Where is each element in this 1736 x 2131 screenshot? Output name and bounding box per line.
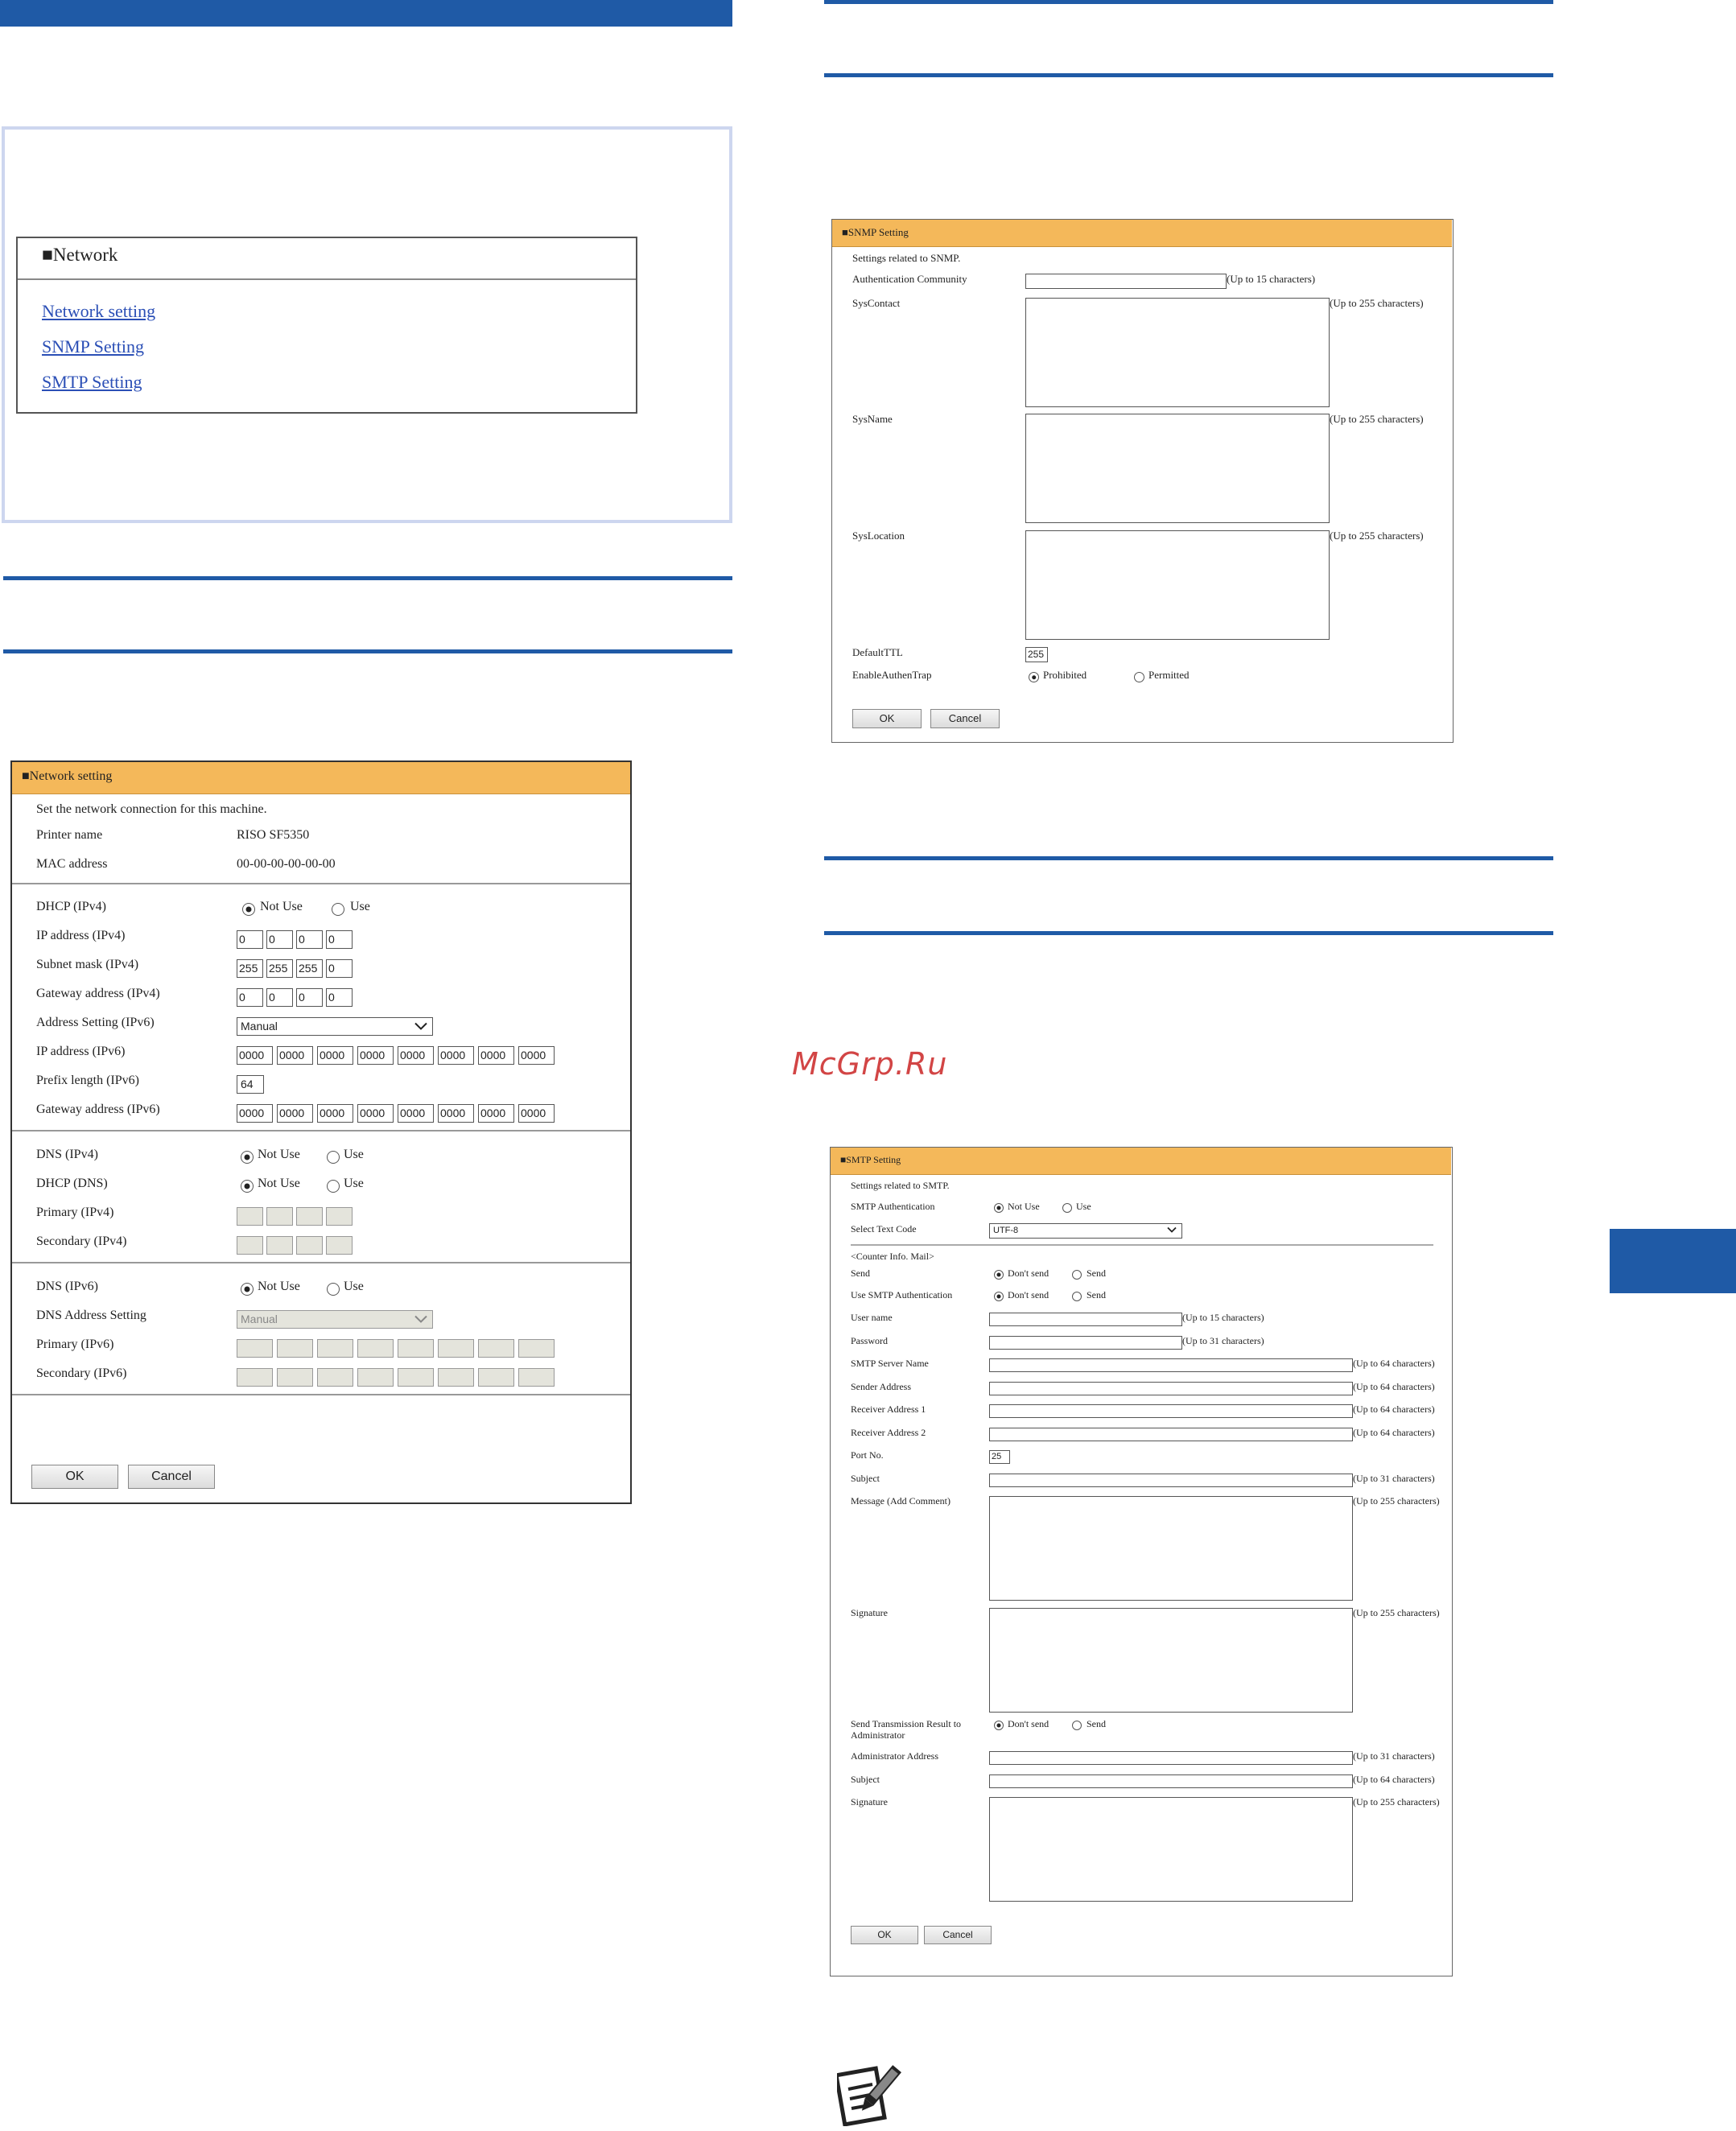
prohibited-radio[interactable]: [1029, 672, 1039, 682]
dhcp-dns-use-label: Use: [344, 1177, 364, 1190]
address-segment-input[interactable]: [398, 1368, 434, 1387]
address-segment-input[interactable]: 0000: [357, 1104, 394, 1123]
dhcp-ipv4-notuse-label: Not Use: [260, 900, 303, 913]
address-segment-input[interactable]: 0: [237, 930, 263, 949]
cancel-button[interactable]: Cancel: [924, 1926, 992, 1944]
address-segment-input[interactable]: [317, 1339, 353, 1358]
dns-ipv6-use-label: Use: [344, 1280, 364, 1293]
panel-title: ■SMTP Setting: [840, 1154, 901, 1165]
dns-ipv4-notuse-label: Not Use: [258, 1148, 300, 1161]
subject-label: Subject: [851, 1473, 880, 1484]
section-rule: [824, 73, 1553, 77]
dns-ipv6-notuse-label: Not Use: [258, 1280, 300, 1293]
signature2-textarea[interactable]: [989, 1797, 1353, 1902]
chevron-down-icon: [414, 1018, 427, 1035]
sender-hint: (Up to 64 characters): [1353, 1381, 1435, 1392]
permitted-label: Permitted: [1148, 669, 1190, 681]
address-segment-input[interactable]: 0: [326, 930, 353, 949]
section-rule: [3, 649, 732, 653]
dns-ipv4-label: DNS (IPv4): [36, 1148, 98, 1161]
sysname-hint: (Up to 255 characters): [1330, 413, 1424, 425]
address-segment-input[interactable]: 0000: [277, 1104, 313, 1123]
dns-ipv6-label: DNS (IPv6): [36, 1280, 98, 1293]
send-send-label: Send: [1087, 1267, 1106, 1279]
prefix-input[interactable]: 64: [237, 1075, 264, 1094]
use-smtp-auth-send-label: Send: [1087, 1289, 1106, 1300]
admin-address-hint: (Up to 31 characters): [1353, 1750, 1435, 1762]
signature-hint: (Up to 255 characters): [1353, 1607, 1440, 1618]
address-segment-input[interactable]: [326, 1236, 353, 1255]
auth-community-label: Authentication Community: [852, 273, 967, 285]
port-input[interactable]: 25: [989, 1450, 1010, 1464]
send-result-send-label: Send: [1087, 1718, 1106, 1729]
intro-text: Settings related to SMTP.: [851, 1180, 950, 1191]
section-rule: [3, 576, 732, 580]
use-smtp-auth-dontsend-label: Don't send: [1008, 1289, 1049, 1300]
addr-setting-ipv6-select[interactable]: [237, 1017, 433, 1036]
section-rule: [824, 931, 1553, 935]
dhcp-ipv4-use-radio[interactable]: [332, 903, 344, 916]
address-segment-input[interactable]: [357, 1368, 394, 1387]
dhcp-dns-use-radio[interactable]: [327, 1180, 340, 1193]
subject-input[interactable]: [989, 1474, 1353, 1487]
address-segment-input[interactable]: 0: [266, 988, 293, 1007]
subject-hint: (Up to 31 characters): [1353, 1473, 1435, 1484]
panel-header: [832, 220, 1452, 247]
section-rule: [824, 856, 1553, 860]
address-segment-input[interactable]: [277, 1339, 313, 1358]
printer-name-value: RISO SF5350: [237, 828, 310, 842]
address-segment-input[interactable]: 0: [296, 930, 323, 949]
gateway-ipv4-label: Gateway address (IPv4): [36, 987, 160, 1000]
divider: [12, 1130, 630, 1131]
address-segment-input[interactable]: [237, 1236, 263, 1255]
ok-button[interactable]: OK: [852, 709, 922, 728]
receiver2-input[interactable]: [989, 1428, 1353, 1441]
network-menu-title: ■Network: [42, 245, 118, 265]
send-dontsend-label: Don't send: [1008, 1267, 1049, 1279]
syscontact-label: SysContact: [852, 297, 901, 309]
password-hint: (Up to 31 characters): [1182, 1335, 1264, 1346]
dns-ipv6-use-radio[interactable]: [327, 1283, 340, 1296]
dns-ipv6-notuse-radio[interactable]: [241, 1283, 254, 1296]
ok-button[interactable]: OK: [31, 1465, 118, 1489]
receiver2-hint: (Up to 64 characters): [1353, 1427, 1435, 1438]
panel-title: ■SNMP Setting: [842, 226, 909, 238]
smtp-auth-use-label: Use: [1076, 1201, 1091, 1212]
divider: [12, 1394, 630, 1395]
panel-title: ■Network setting: [22, 769, 113, 783]
address-segment-input[interactable]: [237, 1368, 273, 1387]
address-segment-input[interactable]: [266, 1207, 293, 1226]
server-name-input[interactable]: [989, 1358, 1353, 1372]
subject2-hint: (Up to 64 characters): [1353, 1774, 1435, 1785]
admin-address-label: Administrator Address: [851, 1750, 938, 1762]
receiver1-input[interactable]: [989, 1404, 1353, 1418]
subject2-input[interactable]: [989, 1774, 1353, 1788]
address-segment-input[interactable]: [438, 1368, 474, 1387]
address-segment-input[interactable]: [266, 1236, 293, 1255]
send-label: Send: [851, 1267, 870, 1279]
syslocation-label: SysLocation: [852, 530, 905, 542]
dns-ipv4-notuse-radio[interactable]: [241, 1151, 254, 1164]
use-smtp-auth-dontsend-radio[interactable]: [994, 1292, 1004, 1301]
receiver1-label: Receiver Address 1: [851, 1403, 926, 1415]
sender-input[interactable]: [989, 1382, 1353, 1395]
signature2-label: Signature: [851, 1796, 888, 1807]
divider: [851, 1244, 1433, 1246]
send-result-dontsend-label: Don't send: [1008, 1718, 1049, 1729]
signature-label: Signature: [851, 1607, 888, 1618]
address-segment-input[interactable]: 0000: [478, 1046, 514, 1065]
mac-label: MAC address: [36, 857, 108, 871]
panel-header: [831, 1148, 1451, 1175]
dhcp-dns-notuse-radio[interactable]: [241, 1180, 254, 1193]
panel-header: [12, 762, 630, 794]
watermark: McGrp.Ru: [792, 1046, 948, 1082]
address-segment-input[interactable]: 0000: [398, 1104, 434, 1123]
address-segment-input[interactable]: [296, 1207, 323, 1226]
sysname-label: SysName: [852, 413, 893, 425]
enableauthentrap-label: EnableAuthenTrap: [852, 669, 932, 681]
dns-ipv4-use-radio[interactable]: [327, 1151, 340, 1164]
snmp-panel: [831, 219, 1454, 743]
address-segment-input[interactable]: 0: [296, 988, 323, 1007]
message-hint: (Up to 255 characters): [1353, 1495, 1440, 1507]
sender-label: Sender Address: [851, 1381, 911, 1392]
message-textarea[interactable]: [989, 1496, 1353, 1601]
intro-text: Settings related to SNMP.: [852, 252, 961, 264]
chevron-down-icon: [414, 1311, 427, 1328]
server-name-label: SMTP Server Name: [851, 1358, 929, 1369]
permitted-radio[interactable]: [1134, 672, 1144, 682]
primary-ipv6-label: Primary (IPv6): [36, 1338, 114, 1351]
secondary-ipv6-label: Secondary (IPv6): [36, 1366, 127, 1380]
top-left-banner: [0, 0, 732, 27]
prohibited-label: Prohibited: [1043, 669, 1087, 681]
send-send-radio[interactable]: [1072, 1270, 1082, 1280]
smtp-auth-notuse-label: Not Use: [1008, 1201, 1040, 1212]
gateway-ipv6-label: Gateway address (IPv6): [36, 1103, 160, 1116]
address-segment-input[interactable]: 255: [296, 959, 323, 978]
top-right-rule: [824, 0, 1553, 4]
address-segment-input[interactable]: 255: [266, 959, 293, 978]
receiver2-label: Receiver Address 2: [851, 1427, 926, 1438]
send-result-dontsend-radio[interactable]: [994, 1721, 1004, 1730]
address-segment-input[interactable]: [518, 1368, 555, 1387]
text-code-label: Select Text Code: [851, 1223, 917, 1234]
password-input[interactable]: [989, 1336, 1182, 1350]
subject2-label: Subject: [851, 1774, 880, 1785]
network-menu-divider: [18, 278, 636, 280]
use-smtp-auth-send-radio[interactable]: [1072, 1292, 1082, 1301]
admin-address-input[interactable]: [989, 1751, 1353, 1765]
send-result-label-2: Administrator: [851, 1729, 905, 1741]
message-label: Message (Add Comment): [851, 1495, 950, 1507]
password-label: Password: [851, 1335, 889, 1346]
sysname-textarea[interactable]: [1025, 414, 1330, 523]
defaultttl-input[interactable]: 255: [1025, 647, 1048, 662]
select-value: Manual: [241, 1020, 278, 1033]
network-menu-box: [16, 237, 637, 414]
address-segment-input[interactable]: [478, 1368, 514, 1387]
address-segment-input[interactable]: 0000: [277, 1046, 313, 1065]
address-segment-input[interactable]: 0000: [237, 1104, 273, 1123]
network-setting-panel: [10, 760, 632, 1504]
receiver1-hint: (Up to 64 characters): [1353, 1403, 1435, 1415]
divider: [12, 883, 630, 884]
memo-pencil-icon: [837, 2060, 901, 2126]
server-name-hint: (Up to 64 characters): [1353, 1358, 1435, 1369]
address-segment-input[interactable]: 0: [326, 959, 353, 978]
address-segment-input[interactable]: 0: [237, 988, 263, 1007]
network-setting-link[interactable]: Network setting: [42, 301, 156, 321]
address-segment-input[interactable]: 255: [237, 959, 263, 978]
dhcp-dns-label: DHCP (DNS): [36, 1177, 108, 1190]
send-result-send-radio[interactable]: [1072, 1721, 1082, 1730]
address-segment-input[interactable]: [237, 1339, 273, 1358]
chevron-down-icon: [1167, 1224, 1177, 1238]
ip-ipv4-label: IP address (IPv4): [36, 929, 126, 942]
address-segment-input[interactable]: [478, 1339, 514, 1358]
ip-ipv6-label: IP address (IPv6): [36, 1045, 126, 1058]
address-segment-input[interactable]: [357, 1339, 394, 1358]
address-segment-input[interactable]: 0: [326, 988, 353, 1007]
smtp-auth-notuse-radio[interactable]: [994, 1203, 1004, 1213]
send-dontsend-radio[interactable]: [994, 1270, 1004, 1280]
syscontact-textarea[interactable]: [1025, 298, 1330, 407]
address-segment-input[interactable]: 0000: [317, 1104, 353, 1123]
port-label: Port No.: [851, 1449, 884, 1461]
printer-name-label: Printer name: [36, 828, 103, 842]
smtp-auth-use-radio[interactable]: [1062, 1203, 1072, 1213]
address-segment-input[interactable]: 0000: [518, 1046, 555, 1065]
addr-setting-ipv6-label: Address Setting (IPv6): [36, 1016, 155, 1029]
select-value: UTF-8: [993, 1226, 1019, 1235]
user-name-input[interactable]: [989, 1313, 1182, 1326]
ok-button[interactable]: OK: [851, 1926, 918, 1944]
dns-ipv4-use-label: Use: [344, 1148, 364, 1161]
snmp-setting-link[interactable]: SNMP Setting: [42, 336, 144, 357]
dhcp-ipv4-notuse-radio[interactable]: [242, 903, 255, 916]
address-segment-input[interactable]: 0000: [398, 1046, 434, 1065]
defaultttl-label: DefaultTTL: [852, 646, 903, 658]
address-segment-input[interactable]: 0000: [438, 1104, 474, 1123]
address-segment-input[interactable]: [237, 1207, 263, 1226]
address-segment-input[interactable]: 0000: [478, 1104, 514, 1123]
divider: [12, 1262, 630, 1263]
use-smtp-auth-label: Use SMTP Authentication: [851, 1289, 953, 1300]
syscontact-hint: (Up to 255 characters): [1330, 297, 1424, 309]
counter-info-heading: <Counter Info. Mail>: [851, 1251, 934, 1262]
dhcp-ipv4-use-label: Use: [350, 900, 370, 913]
secondary-ipv4-label: Secondary (IPv4): [36, 1234, 127, 1248]
address-segment-input[interactable]: [296, 1236, 323, 1255]
user-name-label: User name: [851, 1312, 893, 1323]
address-segment-input[interactable]: [326, 1207, 353, 1226]
cancel-button[interactable]: Cancel: [930, 709, 1000, 728]
text-code-select[interactable]: [989, 1223, 1182, 1239]
address-segment-input[interactable]: [317, 1368, 353, 1387]
address-segment-input[interactable]: [277, 1368, 313, 1387]
chapter-tab: [1610, 1229, 1736, 1293]
address-segment-input[interactable]: [518, 1339, 555, 1358]
prefix-label: Prefix length (IPv6): [36, 1074, 139, 1087]
address-segment-input[interactable]: [438, 1339, 474, 1358]
dns-addr-setting-label: DNS Address Setting: [36, 1309, 146, 1322]
syslocation-hint: (Up to 255 characters): [1330, 530, 1424, 542]
smtp-panel: [830, 1147, 1453, 1976]
smtp-setting-link[interactable]: SMTP Setting: [42, 372, 142, 392]
subnet-label: Subnet mask (IPv4): [36, 958, 139, 971]
send-result-label: Send Transmission Result to: [851, 1718, 962, 1729]
mac-value: 00-00-00-00-00-00: [237, 857, 336, 871]
address-segment-input[interactable]: [398, 1339, 434, 1358]
address-segment-input[interactable]: 0000: [237, 1046, 273, 1065]
select-value: Manual: [241, 1313, 278, 1325]
dhcp-ipv4-label: DHCP (IPv4): [36, 900, 106, 913]
dns-addr-setting-select[interactable]: [237, 1310, 433, 1329]
address-segment-input[interactable]: 0000: [438, 1046, 474, 1065]
primary-ipv4-label: Primary (IPv4): [36, 1206, 114, 1219]
cancel-button[interactable]: Cancel: [128, 1465, 215, 1489]
syslocation-textarea[interactable]: [1025, 530, 1330, 640]
auth-community-input[interactable]: [1025, 274, 1227, 289]
dhcp-dns-notuse-label: Not Use: [258, 1177, 300, 1190]
address-segment-input[interactable]: 0000: [518, 1104, 555, 1123]
intro-text: Set the network connection for this machine.: [36, 802, 267, 816]
address-segment-input[interactable]: 0000: [357, 1046, 394, 1065]
user-name-hint: (Up to 15 characters): [1182, 1312, 1264, 1323]
address-segment-input[interactable]: 0000: [317, 1046, 353, 1065]
signature-textarea[interactable]: [989, 1608, 1353, 1713]
auth-community-hint: (Up to 15 characters): [1227, 273, 1316, 285]
smtp-auth-label: SMTP Authentication: [851, 1201, 935, 1212]
address-segment-input[interactable]: 0: [266, 930, 293, 949]
signature2-hint: (Up to 255 characters): [1353, 1796, 1440, 1807]
